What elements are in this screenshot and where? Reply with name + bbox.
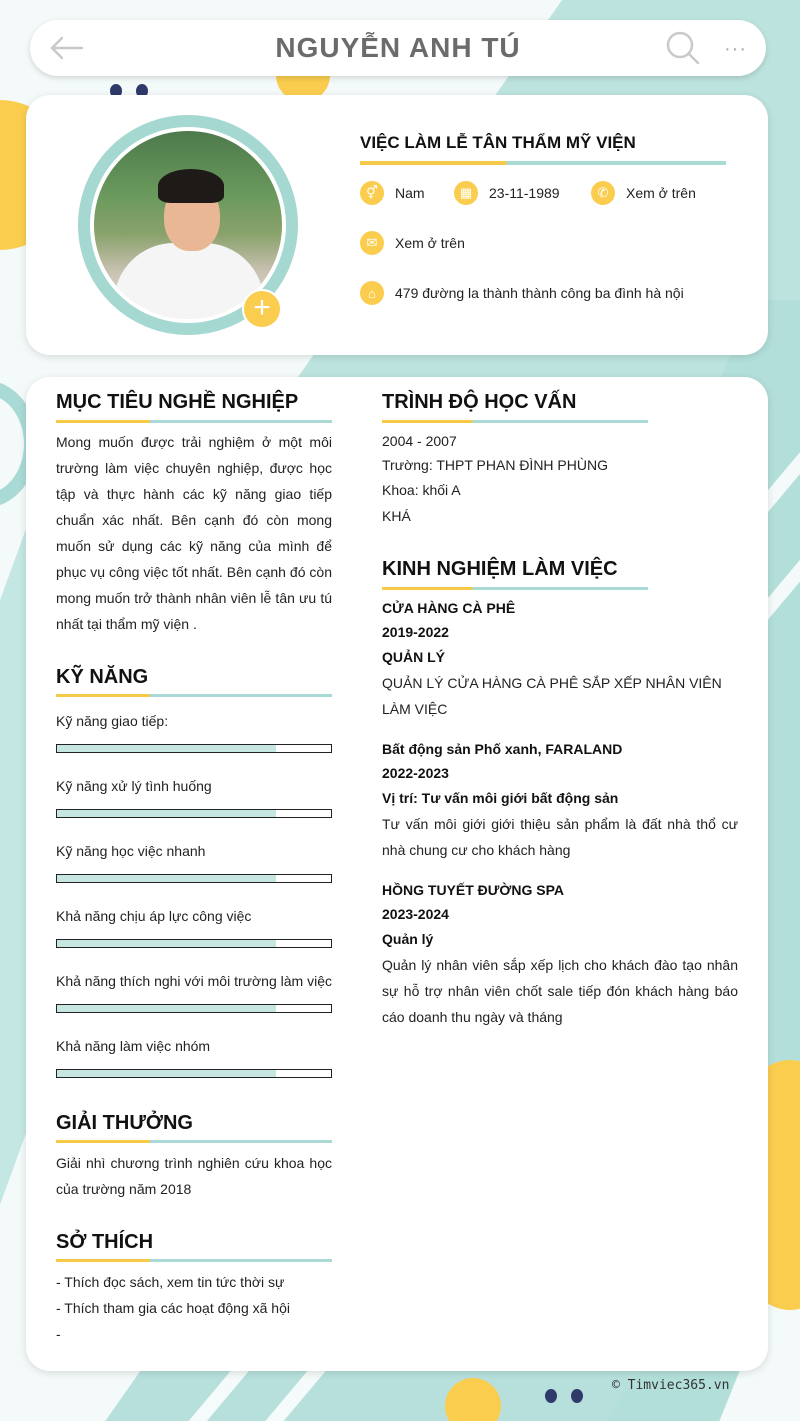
awards-text: Giải nhì chương trình nghiên cứu khoa học của trường năm 2018 [56,1155,332,1197]
education-grade: KHÁ [382,508,411,524]
job-position: Quản lý [382,931,434,947]
skill-level-fill [57,1005,276,1012]
skill-label: Kỹ năng giao tiếp: [56,713,169,729]
section-underline [382,420,648,423]
section-underline [56,420,332,423]
address-info [360,281,684,305]
birthdate-value: 23-11-1989 [489,185,560,201]
section-underline [56,694,332,697]
education-title: TRÌNH ĐỘ HỌC VẤN [382,391,577,413]
skill-level-fill [57,810,276,817]
resume-body-card [26,377,768,1371]
job-company: HỒNG TUYẾT ĐƯỜNG SPA [382,882,564,898]
skill-level-fill [57,940,276,947]
job-company: CỬA HÀNG CÀ PHÊ [382,600,516,616]
career-goal-title: MỤC TIÊU NGHỀ NGHIỆP [56,391,299,413]
add-photo-button[interactable]: + [242,289,282,329]
skill-level-bar [56,939,332,948]
search-icon[interactable] [666,31,700,65]
job-position: QUẢN LÝ [382,649,445,665]
job-period: 2023-2024 [382,906,449,922]
section-underline [56,1140,332,1143]
skill-level-bar [56,1004,332,1013]
job-period: 2022-2023 [382,765,449,781]
hobbies-title: SỞ THÍCH [56,1231,154,1253]
gender-icon: ⚥ [360,181,384,205]
skill-label: Khả năng chịu áp lực công việc [56,908,252,924]
gender-value: Nam [395,185,425,201]
education-school: Trường: THPT PHAN ĐÌNH PHÙNG [382,457,608,473]
skill-level-bar [56,874,332,883]
skill-label: Kỹ năng xử lý tình huống [56,778,212,794]
skills-title: KỸ NĂNG [56,666,149,688]
job-description: Tư vấn môi giới giới thiệu sản phẩm là đất nhà thổ cư nhà chung cư cho khách hàng [382,816,738,858]
gender-info [360,181,425,205]
skill-level-fill [57,1070,276,1077]
hobby-item: - Thích đọc sách, xem tin tức thời sự [56,1274,285,1290]
skill-label: Khả năng làm việc nhóm [56,1038,211,1054]
job-description: QUẢN LÝ CỬA HÀNG CÀ PHÊ SẮP XẾP NHÂN VIÊN LÀM VIỆC [382,675,722,717]
header-bar [30,20,766,76]
phone-info [591,181,696,205]
education-years: 2004 - 2007 [382,433,457,449]
skill-label: Khả năng thích nghi với môi trường làm việc [56,973,332,989]
skill-level-bar [56,1069,332,1078]
email-value: Xem ở trên [395,235,465,251]
profile-card [26,95,768,355]
home-icon: ⌂ [360,281,384,305]
calendar-icon: ▦ [454,181,478,205]
career-goal-text: Mong muốn được trải nghiệm ở một môi trường làm việc chuyên nghiệp, được học tập và thực hành các kỹ năng giao tiếp chuẩn xác nhất. Bên cạnh đó còn mong muốn sử dụng các kỹ năng của mình để phục vụ công việc tốt nhất. Bên cạnh đó còn mong muốn trở thành nhân viên lễ tân ưu tú nhất tại thẩm mỹ viện . [56,434,332,632]
skill-level-bar [56,809,332,818]
section-underline [56,1259,332,1262]
email-icon: ✉ [360,231,384,255]
skill-label: Kỹ năng học việc nhanh [56,843,206,859]
footer-watermark: © Timviec365.vn [612,1378,730,1393]
skill-level-fill [57,875,276,882]
hobby-item: - [56,1326,61,1342]
page-title: NGUYỄN ANH TÚ [275,32,521,63]
job-period: 2019-2022 [382,624,449,640]
phone-icon: ✆ [591,181,615,205]
section-underline [382,587,648,590]
hobby-item: - Thích tham gia các hoạt động xã hội [56,1300,290,1316]
email-info [360,231,465,255]
experience-title: KINH NGHIỆM LÀM VIỆC [382,558,618,580]
birthdate-info [454,181,560,205]
job-description: Quản lý nhân viên sắp xếp lịch cho khách đào tạo nhân sự hỗ trợ nhân viên chốt sale tiếp đón khách hàng báo cáo doanh thu ngày và tháng [382,957,738,1025]
skill-level-bar [56,744,332,753]
education-faculty: Khoa: khối A [382,482,461,498]
more-options-icon[interactable]: ··· [724,38,747,60]
address-value: 479 đường la thành thành công ba đình hà nội [395,285,684,301]
job-title: VIỆC LÀM LỄ TÂN THẨM MỸ VIỆN [360,133,636,152]
awards-title: GIẢI THƯỞNG [56,1112,193,1134]
skill-level-fill [57,745,276,752]
job-position: Vị trí: Tư vấn môi giới bất động sản [382,790,619,806]
job-title-underline [360,161,726,165]
job-company: Bất động sản Phố xanh, FARALAND [382,741,623,757]
phone-value: Xem ở trên [626,185,696,201]
